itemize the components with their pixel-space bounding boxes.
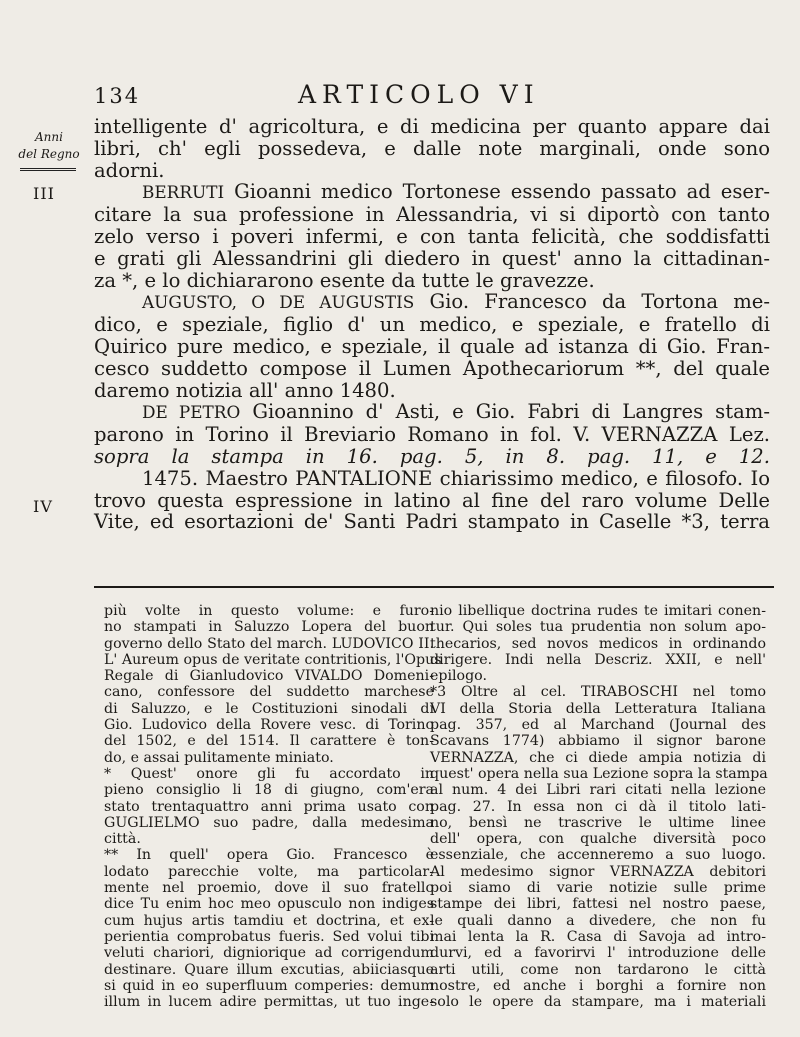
footnote-line: stampe dei libri, fattesi nel nostro paese, xyxy=(430,896,766,913)
text-line: cesco suddetto compose il Lumen Apothecariorum **, del quale xyxy=(94,356,770,380)
text-line: citare la sua professione in Alessandria, vi si diportò con tanto xyxy=(94,203,770,227)
footnote-line: Gio. Ludovico della Rovere vesc. di Torino xyxy=(104,717,434,734)
footnote-line: destinare. Quare illum excutias, abiiciasque xyxy=(104,961,434,978)
text-line: za *, e lo dichiararono esente da tutte le gravezze. xyxy=(94,268,595,292)
footnote-line: stato trentaquattro anni prima usato con xyxy=(104,798,434,815)
footnote-line: città. xyxy=(104,831,141,848)
footnote-column-right xyxy=(430,603,766,1010)
text-line: daremo notizia all' anno 1480. xyxy=(94,378,396,402)
text-line: e grati gli Alessandrini gli diedero in quest' anno la cittadinan- xyxy=(94,246,770,270)
text-line: Quirico pure medico, e speziale, il quale ad istanza di Gio. Fran- xyxy=(94,334,770,358)
margin-note-line: del Regno xyxy=(18,147,80,161)
footnote-line: perientia comprobatus fueris. Sed volui tibi xyxy=(104,928,434,945)
footnote-line: pag. 357, ed al Marchand (Journal des xyxy=(430,717,766,734)
footnote-line: arti utili, come non tardarono le città xyxy=(430,961,766,978)
footnote-line: del 1502, e del 1514. Il carattere è ton- xyxy=(104,733,434,750)
text-line: Vite, ed esortazioni de' Santi Padri stampato in Caselle *3, terra xyxy=(94,510,770,534)
footnote-line: governo dello Stato del march. LUDOVICO II. xyxy=(104,635,434,652)
footnote-line: nio libellique doctrina rudes te imitari conen- xyxy=(430,603,766,619)
text-line: 1475. Maestro PANTALIONE chiarissimo medico, e filosofo. Io xyxy=(142,466,770,490)
footnote-line: Al medesimo signor VERNAZZA debitori xyxy=(430,863,766,880)
footnote-line: dell' opera, con qualche diversità poco xyxy=(430,831,766,848)
text-line: adorni. xyxy=(94,158,165,182)
footnote-column-left xyxy=(104,603,442,1011)
footnote-line: L' Aureum opus de veritate contritionis, l'Opus xyxy=(104,651,442,668)
footnote-line: no, bensì ne trascrive le ultime linee xyxy=(430,814,766,831)
text-line xyxy=(94,181,770,204)
person-name: AUGUSTO, O DE AUGUSTIS xyxy=(142,292,415,313)
footnote-line: no stampati in Saluzzo Lopera del buon xyxy=(104,619,434,636)
text-line: trovo questa espressione in latino al fine del raro volume Delle xyxy=(94,488,770,512)
footnote-line: *3 Oltre al cel. TIRABOSCHI nel tomo xyxy=(430,684,766,701)
footnote-line: lodato parecchie volte, ma particolar- xyxy=(104,863,434,880)
footnote-line: VERNAZZA, che ci diede ampia notizia di xyxy=(430,749,766,766)
text-line: libri, ch' egli possedeva, e dalle note marginali, onde sono xyxy=(94,136,770,160)
footnote-line: al num. 4 dei Libri rari citati nella lezione xyxy=(430,782,766,799)
footnote-line: le quali danno a divedere, che non fu xyxy=(430,912,766,929)
footnote-line: nostre, ed anche i borghi a fornire non xyxy=(430,977,766,994)
margin-note-anni xyxy=(18,129,80,163)
footnote-line: quest' opera nella sua Lezione sopra la stampa xyxy=(430,765,768,782)
footnote-line: ** In quell' opera Gio. Francesco è xyxy=(104,847,434,864)
footnote-line: VI della Storia della Letteratura Italiana xyxy=(430,700,766,717)
main-text xyxy=(94,116,770,533)
footnote-line: veluti chariori, digniorique ad corrigendum xyxy=(104,945,434,962)
footnote-line: durvi, ed a favorirvi l' introduzione delle xyxy=(430,945,766,962)
text-line: parono in Torino il Breviario Romano in fol. V. VERNAZZA Lez. xyxy=(94,423,770,447)
text-fragment: Gioanni medico Tortonese essendo passato ad eser- xyxy=(234,180,770,204)
footnote-line: essenziale, che accenneremo a suo luogo. xyxy=(430,847,766,864)
margin-rule xyxy=(20,168,76,171)
text-line: sopra la stampa in 16. pag. 5, in 8. pag. 11, e 12. xyxy=(94,444,770,468)
footnote-line: illum in lucem adire permittas, ut tuo inge- xyxy=(104,994,434,1011)
footnote-line: pag. 27. In essa non ci dà il titolo lati- xyxy=(430,798,766,815)
text-line: zelo verso i poveri infermi, e con tanta felicità, che soddisfatti xyxy=(94,224,770,248)
footnote-line: GUGLIELMO suo padre, dalla medesima xyxy=(104,814,434,831)
margin-note-line: Anni xyxy=(35,130,63,144)
person-name: BERRUTI xyxy=(142,182,225,203)
footnote-line: Scavans 1774) abbiamo il signor barone xyxy=(430,733,766,750)
footnote-line: cum hujus artis tamdiu et doctrina, et ex- xyxy=(104,912,434,929)
footnote-line: do, e assai pulitamente miniato. xyxy=(104,749,334,766)
footnote-line: cano, confessore del suddetto marchese xyxy=(104,684,434,701)
footnote-line: si quid in eo superfluum comperies: demum xyxy=(104,977,434,994)
text-fragment: Gio. Francesco da Tortona me- xyxy=(429,290,770,314)
person-name: DE PETRO xyxy=(142,402,241,423)
footnote-line: dice Tu enim hoc meo opusculo non indiges xyxy=(104,896,434,913)
footnote-line: mente nel proemio, dove il suo fratello xyxy=(104,880,434,897)
text-line: intelligente d' agricoltura, e di medicina per quanto appare dai xyxy=(94,115,770,138)
text-line xyxy=(94,291,770,314)
footnote-line: di Saluzzo, e le Costituzioni sinodali di xyxy=(104,700,434,717)
text-line: dico, e speziale, figlio d' un medico, e speziale, e fratello di xyxy=(94,313,770,337)
running-title: ARTICOLO VI xyxy=(298,80,540,109)
text-fragment: Gioannino d' Asti, e Gio. Fabri di Langres stam- xyxy=(252,400,770,424)
footnote-line: Regale di Gianludovico VIVALDO Domeni- xyxy=(104,668,434,685)
footnote-line: poi siamo di varie notizie sulle prime xyxy=(430,880,766,897)
text-line xyxy=(94,401,770,424)
page-number: 134 xyxy=(94,84,141,108)
footnote-line: mai lenta la R. Casa di Savoja ad intro- xyxy=(430,928,766,945)
footnote-line: * Quest' onore gli fu accordato in xyxy=(104,765,434,782)
footnote-line: dirigere. Indi nella Descriz. XXII, e nell' xyxy=(430,651,766,668)
footnote-line: tur. Qui soles tua prudentia non solum apo- xyxy=(430,619,766,636)
footnote-line: solo le opere da stampare, ma i materiali xyxy=(430,994,766,1011)
footnote-line: epilogo. xyxy=(430,668,487,685)
footnote-line: più volte in questo volume: e furo- xyxy=(104,603,434,619)
margin-year-iv: IV xyxy=(33,497,53,516)
footnote-line: pieno consiglio li 18 di giugno, com'era xyxy=(104,782,434,799)
footnote-line: thecarios, sed novos medicos in ordinando xyxy=(430,635,766,652)
footnote-rule xyxy=(94,586,774,588)
margin-year-iii: III xyxy=(33,184,55,203)
